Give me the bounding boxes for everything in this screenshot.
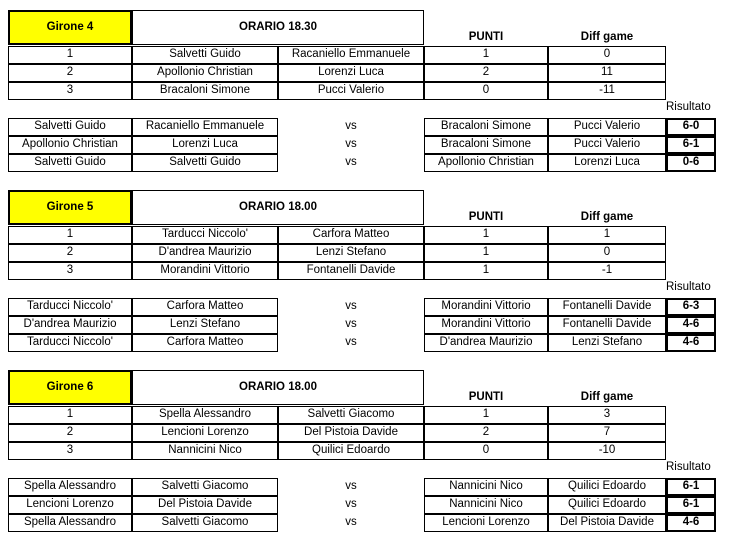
match-team-a-player2: Lorenzi Luca	[132, 136, 278, 154]
diff-header: Diff game	[580, 391, 634, 404]
group-section-5	[0, 180, 730, 360]
standing-points: 1	[424, 244, 548, 262]
match-team-a-player1: Tarducci Niccolo'	[8, 298, 132, 316]
vs-label: vs	[345, 120, 357, 133]
standing-player2: Del Pistoia Davide	[278, 424, 424, 442]
standing-player2: Lenzi Stefano	[278, 244, 424, 262]
match-team-b-player1: Bracaloni Simone	[424, 136, 548, 154]
match-team-b-player2: Quilici Edoardo	[548, 496, 666, 514]
match-result: 6-1	[666, 478, 716, 496]
match-team-a-player2: Racaniello Emmanuele	[132, 118, 278, 136]
standing-points: 2	[424, 64, 548, 82]
match-team-a-player2: Del Pistoia Davide	[132, 496, 278, 514]
standing-points: 1	[424, 226, 548, 244]
match-team-b-player1: Nannicini Nico	[424, 478, 548, 496]
result-label: Risultato	[666, 461, 711, 474]
standing-points: 1	[424, 262, 548, 280]
match-result: 4-6	[666, 334, 716, 352]
match-team-a-player2: Lenzi Stefano	[132, 316, 278, 334]
standing-player1: D'andrea Maurizio	[132, 244, 278, 262]
match-team-a-player2: Salvetti Guido	[132, 154, 278, 172]
group-section-4	[0, 0, 730, 180]
standing-player2: Quilici Edoardo	[278, 442, 424, 460]
standing-pos: 2	[8, 424, 132, 442]
match-team-b-player1: Morandini Vittorio	[424, 316, 548, 334]
match-team-a-player2: Carfora Matteo	[132, 298, 278, 316]
standing-diff: -10	[548, 442, 666, 460]
match-team-a-player2: Carfora Matteo	[132, 334, 278, 352]
vs-label: vs	[345, 138, 357, 151]
standing-pos: 3	[8, 82, 132, 100]
match-team-a-player1: Tarducci Niccolo'	[8, 334, 132, 352]
match-team-b-player1: Morandini Vittorio	[424, 298, 548, 316]
match-team-a-player1: Lencioni Lorenzo	[8, 496, 132, 514]
standing-points: 1	[424, 46, 548, 64]
standing-diff: 0	[548, 244, 666, 262]
standing-player1: Lencioni Lorenzo	[132, 424, 278, 442]
standing-player2: Racaniello Emmanuele	[278, 46, 424, 64]
match-result: 6-3	[666, 298, 716, 316]
diff-header: Diff game	[580, 31, 634, 44]
result-label: Risultato	[666, 101, 711, 114]
standing-player1: Morandini Vittorio	[132, 262, 278, 280]
group-name: Girone 5	[8, 190, 132, 225]
vs-label: vs	[345, 336, 357, 349]
standing-points: 0	[424, 82, 548, 100]
match-team-a-player1: Salvetti Guido	[8, 154, 132, 172]
standing-pos: 1	[8, 226, 132, 244]
standing-diff: -11	[548, 82, 666, 100]
standing-points: 0	[424, 442, 548, 460]
standing-player2: Fontanelli Davide	[278, 262, 424, 280]
match-team-a-player1: Spella Alessandro	[8, 514, 132, 532]
match-team-a-player2: Salvetti Giacomo	[132, 514, 278, 532]
standing-diff: 7	[548, 424, 666, 442]
points-header: PUNTI	[468, 31, 504, 44]
match-result: 6-1	[666, 136, 716, 154]
match-team-b-player2: Pucci Valerio	[548, 136, 666, 154]
group-time: ORARIO 18.00	[132, 370, 424, 405]
match-team-a-player1: D'andrea Maurizio	[8, 316, 132, 334]
diff-header: Diff game	[580, 211, 634, 224]
standing-pos: 3	[8, 262, 132, 280]
group-name: Girone 4	[8, 10, 132, 45]
match-team-b-player1: Bracaloni Simone	[424, 118, 548, 136]
match-result: 0-6	[666, 154, 716, 172]
match-result: 6-0	[666, 118, 716, 136]
points-header: PUNTI	[468, 211, 504, 224]
standing-pos: 2	[8, 244, 132, 262]
standing-diff: 11	[548, 64, 666, 82]
match-team-a-player1: Apollonio Christian	[8, 136, 132, 154]
match-team-b-player1: Apollonio Christian	[424, 154, 548, 172]
standing-points: 2	[424, 424, 548, 442]
match-result: 4-6	[666, 514, 716, 532]
standing-player1: Salvetti Guido	[132, 46, 278, 64]
match-team-a-player1: Salvetti Guido	[8, 118, 132, 136]
group-name: Girone 6	[8, 370, 132, 405]
standing-player2: Pucci Valerio	[278, 82, 424, 100]
standing-points: 1	[424, 406, 548, 424]
result-label: Risultato	[666, 281, 711, 294]
match-team-a-player2: Salvetti Giacomo	[132, 478, 278, 496]
vs-label: vs	[345, 318, 357, 331]
vs-label: vs	[345, 498, 357, 511]
match-team-b-player1: Lencioni Lorenzo	[424, 514, 548, 532]
group-section-6	[0, 360, 730, 540]
vs-label: vs	[345, 156, 357, 169]
points-header: PUNTI	[468, 391, 504, 404]
match-team-b-player2: Del Pistoia Davide	[548, 514, 666, 532]
match-team-b-player1: D'andrea Maurizio	[424, 334, 548, 352]
match-team-b-player2: Fontanelli Davide	[548, 316, 666, 334]
standing-pos: 1	[8, 406, 132, 424]
match-team-b-player2: Lenzi Stefano	[548, 334, 666, 352]
standing-player2: Lorenzi Luca	[278, 64, 424, 82]
standing-diff: 0	[548, 46, 666, 64]
standing-pos: 1	[8, 46, 132, 64]
match-result: 4-6	[666, 316, 716, 334]
vs-label: vs	[345, 516, 357, 529]
standing-player1: Tarducci Niccolo'	[132, 226, 278, 244]
standing-diff: 1	[548, 226, 666, 244]
standing-pos: 2	[8, 64, 132, 82]
match-team-b-player2: Pucci Valerio	[548, 118, 666, 136]
group-time: ORARIO 18.00	[132, 190, 424, 225]
match-team-b-player1: Nannicini Nico	[424, 496, 548, 514]
standing-diff: -1	[548, 262, 666, 280]
standing-player1: Apollonio Christian	[132, 64, 278, 82]
standing-player2: Carfora Matteo	[278, 226, 424, 244]
standing-player2: Salvetti Giacomo	[278, 406, 424, 424]
vs-label: vs	[345, 300, 357, 313]
standing-diff: 3	[548, 406, 666, 424]
match-team-b-player2: Fontanelli Davide	[548, 298, 666, 316]
match-team-a-player1: Spella Alessandro	[8, 478, 132, 496]
group-time: ORARIO 18.30	[132, 10, 424, 45]
match-team-b-player2: Lorenzi Luca	[548, 154, 666, 172]
match-team-b-player2: Quilici Edoardo	[548, 478, 666, 496]
standing-player1: Nannicini Nico	[132, 442, 278, 460]
standing-player1: Bracaloni Simone	[132, 82, 278, 100]
standing-player1: Spella Alessandro	[132, 406, 278, 424]
vs-label: vs	[345, 480, 357, 493]
standing-pos: 3	[8, 442, 132, 460]
match-result: 6-1	[666, 496, 716, 514]
